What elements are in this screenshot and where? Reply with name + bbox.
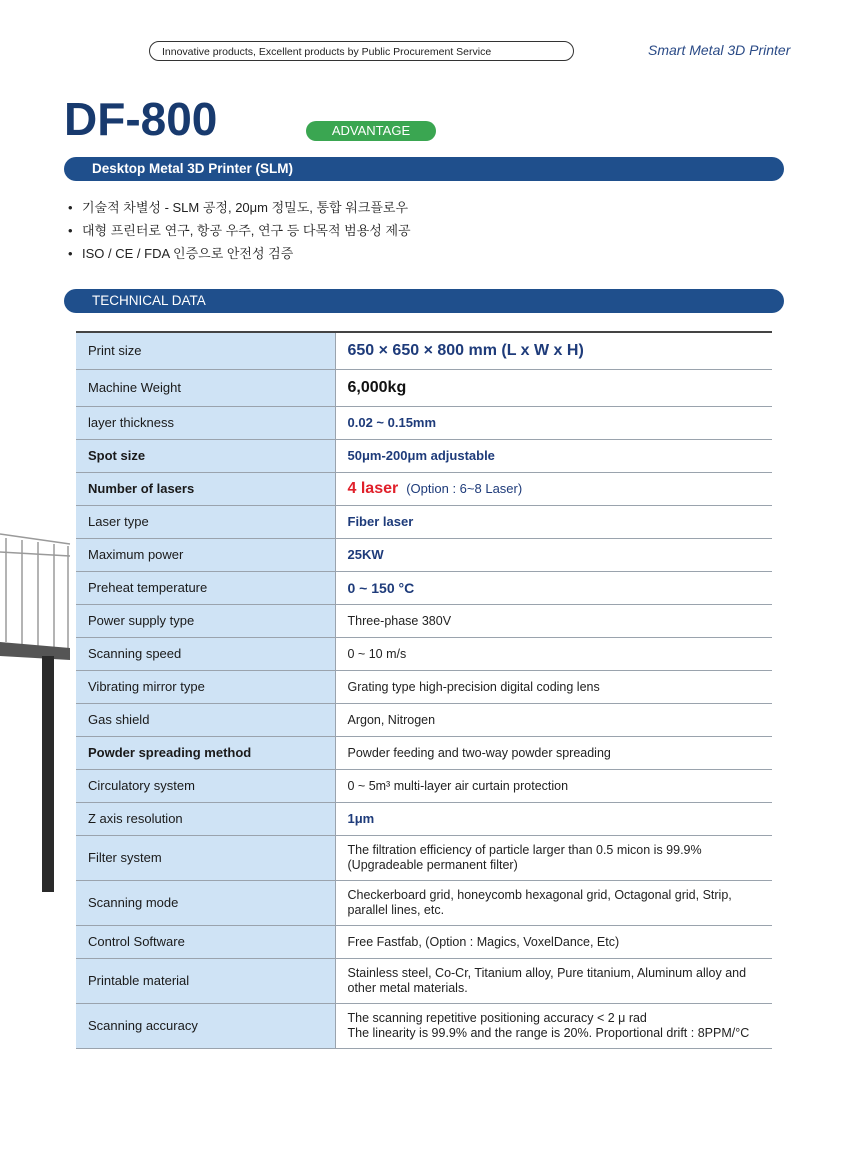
spec-value: 6,000kg xyxy=(347,378,407,396)
spec-key: layer thickness xyxy=(76,406,335,439)
table-row xyxy=(76,571,772,604)
spec-key: Z axis resolution xyxy=(76,802,335,835)
feature-list xyxy=(68,196,411,265)
spec-value: Grating type high-precision digital coding lens xyxy=(347,679,600,694)
spec-value-line2: parallel lines, etc. xyxy=(347,902,445,917)
spec-value-line2: (Upgradeable permanent filter) xyxy=(347,857,518,872)
table-row xyxy=(76,736,772,769)
spec-key: Control Software xyxy=(76,925,335,958)
spec-key: Laser type xyxy=(76,505,335,538)
spec-key: Vibrating mirror type xyxy=(76,670,335,703)
spec-value: The scanning repetitive positioning accuracy < 2 μ rad xyxy=(347,1010,647,1025)
spec-key: Print size xyxy=(76,332,335,369)
spec-value: 4 laser xyxy=(347,479,399,497)
machine-illustration xyxy=(0,530,72,900)
table-row xyxy=(76,958,772,1003)
table-row xyxy=(76,505,772,538)
table-row xyxy=(76,1003,772,1048)
table-row xyxy=(76,369,772,406)
spec-key: Maximum power xyxy=(76,538,335,571)
table-row xyxy=(76,637,772,670)
technical-data-table xyxy=(76,331,772,1049)
spec-key: Scanning speed xyxy=(76,637,335,670)
table-row xyxy=(76,332,772,369)
feature-item: • 대형 프린터로 연구, 항공 우주, 연구 등 다목적 범용성 제공 xyxy=(68,219,411,242)
spec-key: Circulatory system xyxy=(76,769,335,802)
table-row xyxy=(76,472,772,505)
spec-value: 0 ~ 150 °C xyxy=(347,579,415,596)
table-row xyxy=(76,604,772,637)
subtitle-bar: Desktop Metal 3D Printer (SLM) xyxy=(64,157,784,181)
spec-key: Preheat temperature xyxy=(76,571,335,604)
technical-data-bar: TECHNICAL DATA xyxy=(64,289,784,313)
table-row xyxy=(76,802,772,835)
spec-key: Machine Weight xyxy=(76,369,335,406)
spec-key: Number of lasers xyxy=(76,472,335,505)
table-row xyxy=(76,406,772,439)
spec-key: Power supply type xyxy=(76,604,335,637)
brand-label: Smart Metal 3D Printer xyxy=(648,42,791,58)
spec-value-line2: The linearity is 99.9% and the range is 20%. Proportional drift : 8PPM/°C xyxy=(347,1025,750,1040)
feature-item: • 기술적 차별성 - SLM 공정, 20μm 정밀도, 통합 워크플로우 xyxy=(68,196,411,219)
spec-key: Spot size xyxy=(76,439,335,472)
spec-value: Stainless steel, Co-Cr, Titanium alloy, Pure titanium, Aluminum alloy and xyxy=(347,965,747,980)
spec-option: (Option : 6~8 Laser) xyxy=(406,480,523,496)
spec-value-line2: other metal materials. xyxy=(347,980,468,995)
feature-item: • ISO / CE / FDA 인증으로 안전성 검증 xyxy=(68,242,411,265)
spec-value: Free Fastfab, (Option : Magics, VoxelDance, Etc) xyxy=(347,934,620,949)
spec-value: The filtration efficiency of particle larger than 0.5 micon is 99.9% xyxy=(347,842,702,857)
table-row xyxy=(76,835,772,880)
table-row xyxy=(76,769,772,802)
table-row xyxy=(76,925,772,958)
spec-value: 0 ~ 5m³ multi-layer air curtain protection xyxy=(347,778,569,793)
table-row xyxy=(76,538,772,571)
table-row xyxy=(76,880,772,925)
spec-key: Scanning mode xyxy=(76,880,335,925)
spec-key: Powder spreading method xyxy=(76,736,335,769)
spec-value: 0 ~ 10 m/s xyxy=(347,646,407,661)
spec-value: 0.02 ~ 0.15mm xyxy=(347,415,437,430)
spec-value: Fiber laser xyxy=(347,514,414,529)
spec-value: Argon, Nitrogen xyxy=(347,712,436,727)
model-title: DF-800 xyxy=(64,93,218,145)
spec-value: Powder feeding and two-way powder spreading xyxy=(347,745,611,760)
spec-key: Scanning accuracy xyxy=(76,1003,335,1048)
table-row xyxy=(76,439,772,472)
spec-value: 50μm-200μm adjustable xyxy=(347,448,495,463)
spec-key: Filter system xyxy=(76,835,335,880)
spec-value: 1μm xyxy=(347,811,375,826)
spec-value: Checkerboard grid, honeycomb hexagonal grid, Octagonal grid, Strip, xyxy=(347,887,732,902)
spec-key: Gas shield xyxy=(76,703,335,736)
table-row xyxy=(76,670,772,703)
tagline-pill: Innovative products, Excellent products by Public Procurement Service xyxy=(149,41,574,61)
table-row xyxy=(76,703,772,736)
spec-value: Three-phase 380V xyxy=(347,613,452,628)
spec-key: Printable material xyxy=(76,958,335,1003)
spec-value: 650 × 650 × 800 mm (L x W x H) xyxy=(347,341,584,359)
advantage-badge: ADVANTAGE xyxy=(306,121,436,141)
spec-value: 25KW xyxy=(347,547,384,562)
